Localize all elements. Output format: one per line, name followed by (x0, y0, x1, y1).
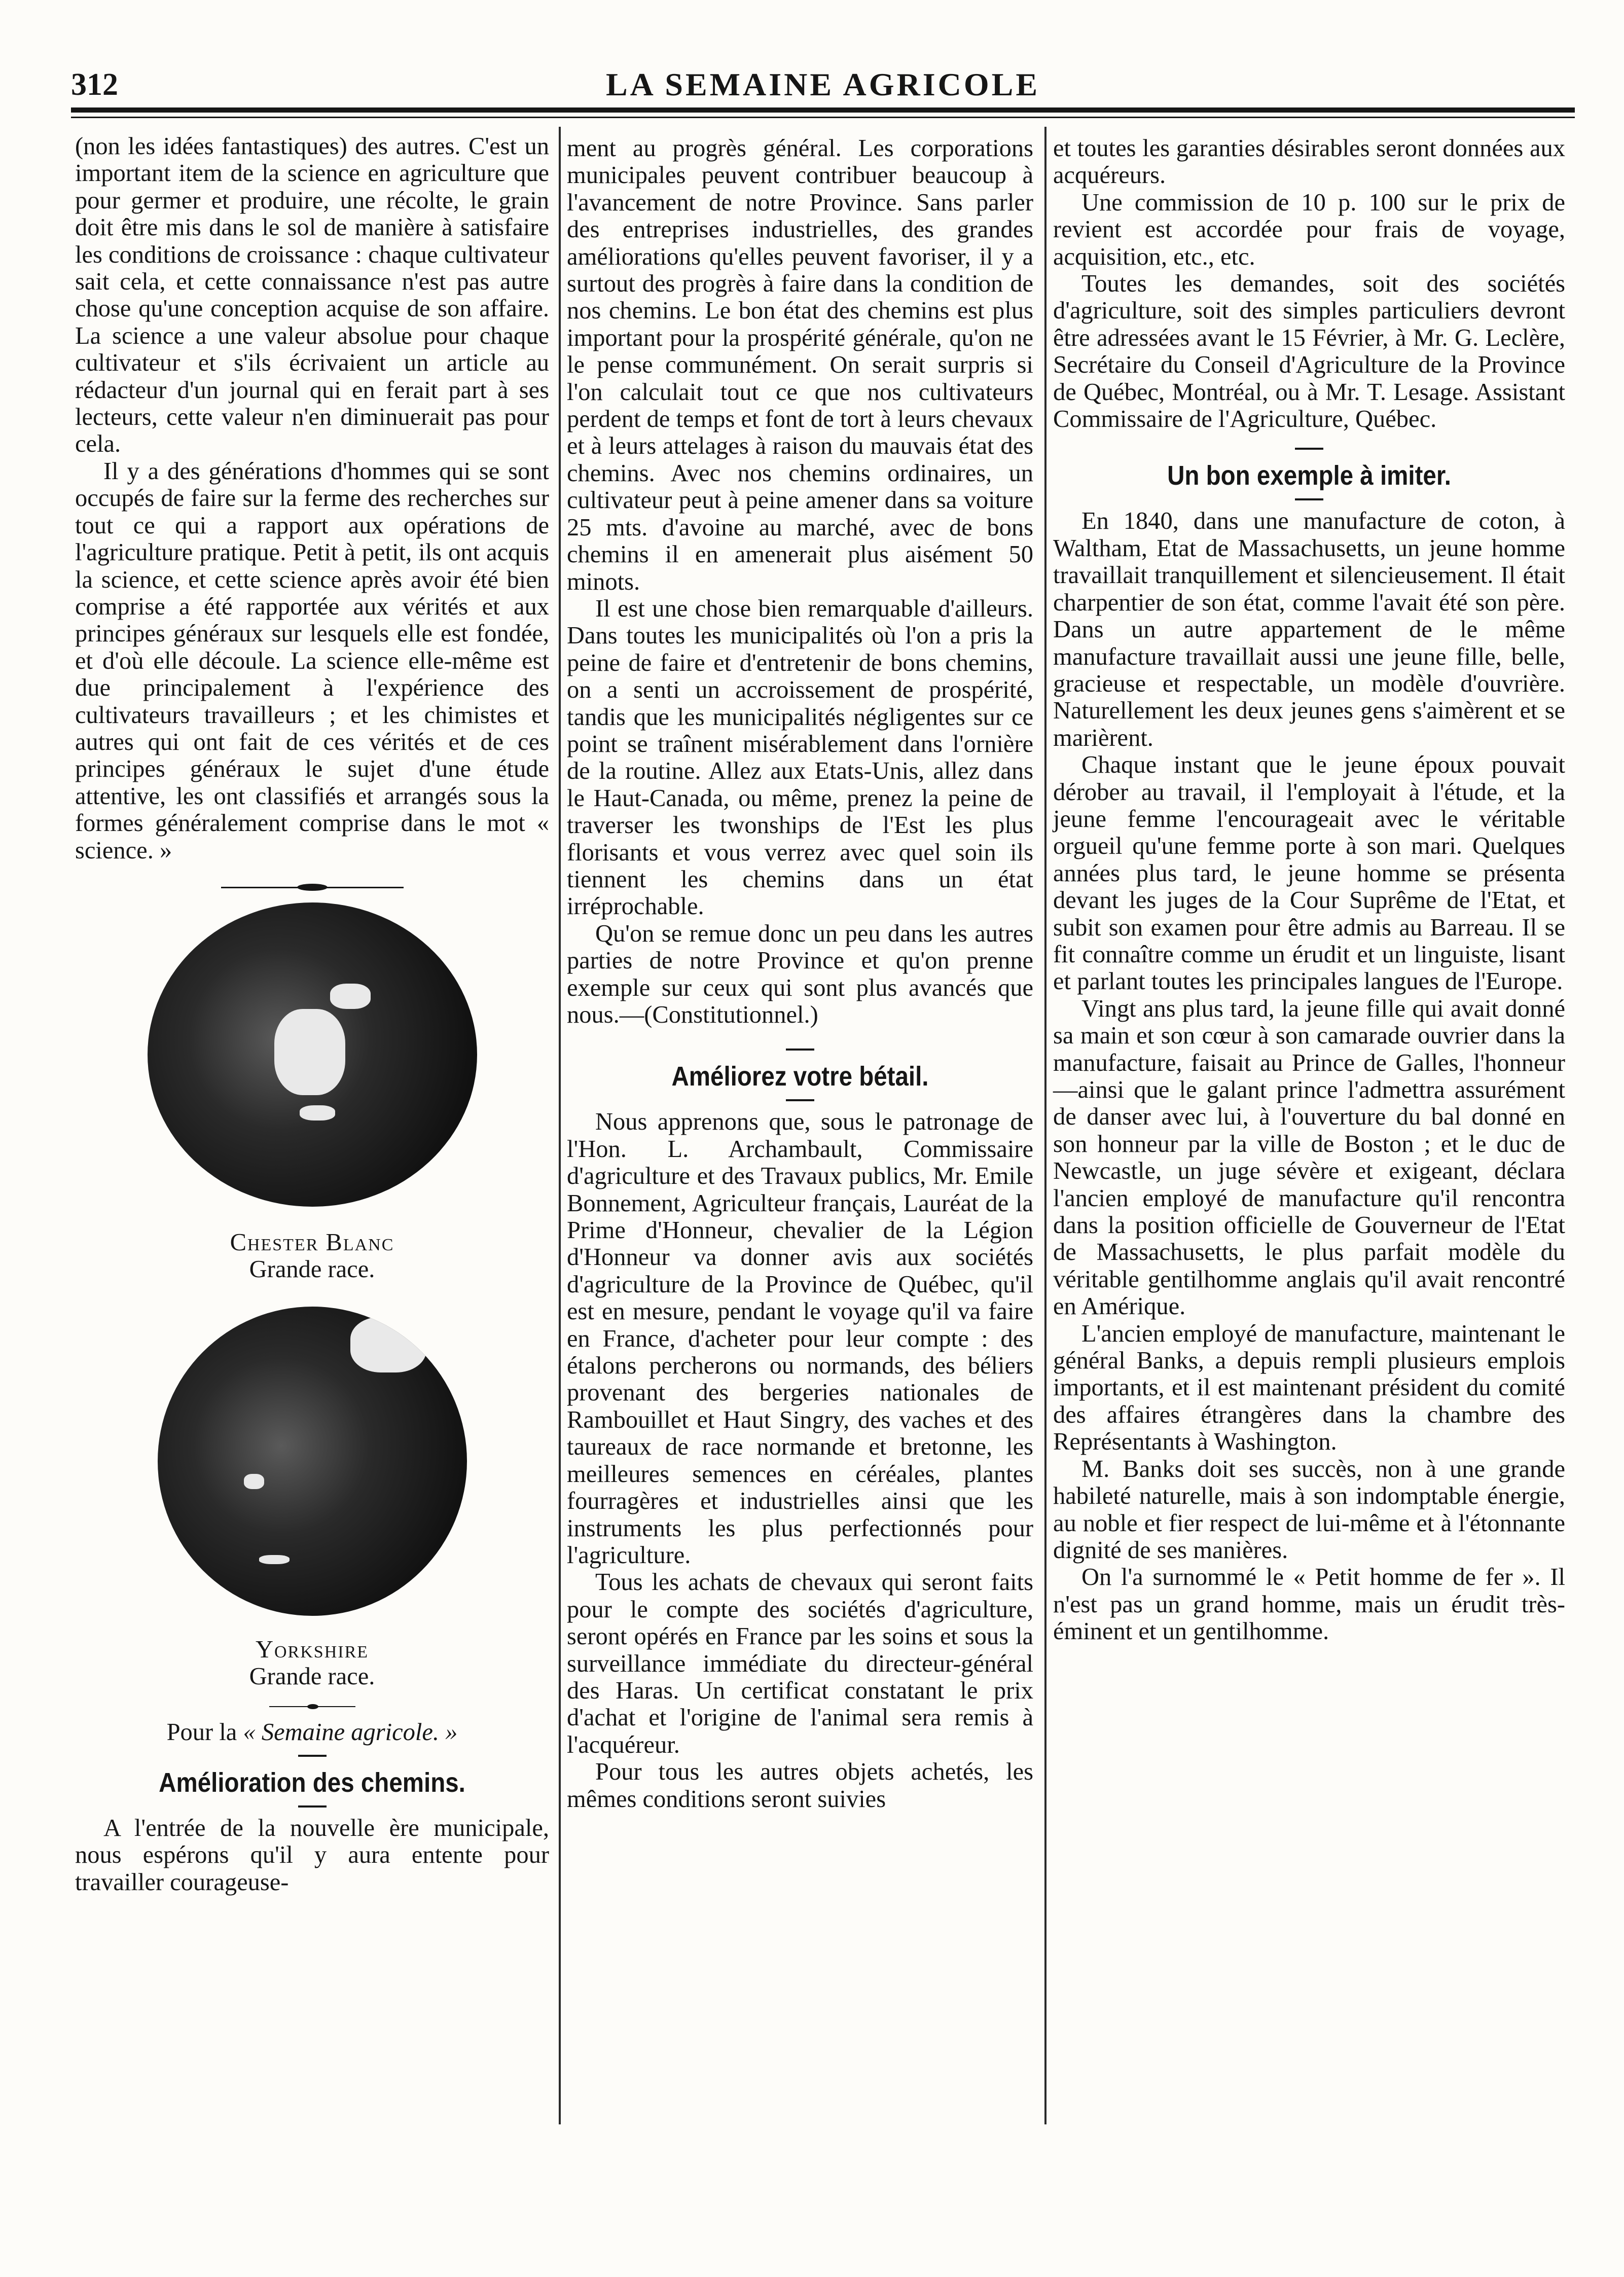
body-paragraph: et toutes les garanties désirables seront données aux acquéreurs. (1053, 135, 1565, 189)
article-credit (75, 1719, 549, 1746)
caption-ornament (269, 1704, 355, 1710)
section-ornament (221, 882, 404, 892)
article-heading: Amélioration des chemins. (159, 1767, 465, 1798)
body-paragraph: (non les idées fantastiques) des autres. C'est un important item de la science en agriculture que pour germer et produire, une récolte, le grain doit être mis dans le sol de manière à satisfaire les conditions de croissance : chaque cultivateur sait cela, et cette connaissance n'est pas autre chose qu'une conception acquise de son affaire. La science a une valeur absolue pour chaque cultivateur et s'ils écrivaient un article au rédacteur d'un journal qui en ferait part à ses lecteurs, cette valeur n'en diminuerait pas pour cela. (75, 133, 549, 458)
body-paragraph: Qu'on se remue donc un peu dans les autres parties de notre Province et qu'on prenne exemple sur ceux qui sont plus avancés que nous.—(Constitutionnel.) (567, 920, 1033, 1028)
separator-dash (1295, 448, 1323, 450)
separator-dash (786, 1099, 814, 1101)
chester-blanc-illustration (148, 902, 477, 1207)
header-rule (71, 107, 1575, 113)
body-paragraph: Vingt ans plus tard, la jeune fille qui avait donné sa main et son cœur à son camarade ouvrier dans la manufacture, faisait au Prince de Galles, l'honneur—ainsi que le galant prince l'admettra assurément de danser avec lui, à l'ouverture du bal donné en son honneur par la ville de Boston ; et le duc de Newcastle, un juge sévère et exigeant, déclara l'ancien employé de manufacture qu'il rencontra dans la position officielle de Gouverneur de l'Etat de Massachusetts, le plus parfait modèle du véritable gentilhomme anglais qu'il avait rencontré en Amérique. (1053, 995, 1565, 1320)
body-paragraph: Tous les achats de chevaux qui seront faits pour le compte des sociétés d'agriculture, seront opérés en France par les soins et sous la surveillance immédiate du directeur-général des Haras. Un certificat constatant le prix d'achat et l'origine de l'animal sera remis à l'acquéreur. (567, 1569, 1033, 1758)
body-paragraph: En 1840, dans une manufacture de coton, à Waltham, Etat de Massachusetts, un jeune homme travaillait tranquillement et silencieusement. Il était charpentier de son état, comme l'avait été son père. Dans un autre appartement de le même manufacture travaillait aussi une jeune fille, belle, gracieuse et respectable, un modèle d'ouvrière. Naturellement les deux jeunes gens s'aimèrent et se marièrent. (1053, 508, 1565, 751)
article-heading: Améliorez votre bétail. (671, 1061, 929, 1092)
body-paragraph: Pour tous les autres objets achetés, les mêmes conditions seront suivies (567, 1758, 1033, 1813)
body-paragraph: Nous apprenons que, sous le patronage de l'Hon. L. Archambault, Commissaire d'agriculture et des Travaux publics, Mr. Emile Bonnement, Agriculteur français, Lauréat de la Prime d'Honneur, chevalier de la Légion d'Honneur va donner avis aux sociétés d'agriculture de la Province de Québec, qu'il est en mesure, pendant le voyage qu'il va faire en France, d'acheter pour leur compte : des étalons percherons ou normands, des béliers provenant des bergeries nationales de Rambouillet et Haut Singry, des vaches et des taureaux de race normande et bretonne, les meilleures semences en céréales, plantes fourragères et industrielles ainsi que les instruments les plus perfectionnés pour l'agriculture. (567, 1108, 1033, 1569)
figure-caption-name: Yorkshire (255, 1636, 369, 1663)
body-paragraph: A l'entrée de la nouvelle ère municipale, nous espérons qu'il y aura entente pour travailler courageuse- (75, 1815, 549, 1896)
article-heading: Un bon exemple à imiter. (1167, 460, 1451, 491)
header-rule-thin (71, 117, 1575, 118)
page-header (71, 57, 1575, 107)
column-middle (567, 135, 1033, 1813)
separator-dash (298, 1755, 327, 1757)
body-paragraph: Une commission de 10 p. 100 sur le prix de revient est accordée pour frais de voyage, acquisition, etc., etc. (1053, 189, 1565, 270)
body-paragraph: Chaque instant que le jeune époux pouvait dérober au travail, il l'employait à l'étude, et la jeune femme l'encourageait avec le véritable orgueil qu'une femme porte à son mari. Quelques années plus tard, le jeune homme se présenta devant les juges de la Cour Suprême de l'Etat, et subit son examen pour être admis au Barreau. Il se fit connaître comme un érudit et un linguiste, lisant et parlant toutes les principales langues de l'Europe. (1053, 751, 1565, 995)
body-paragraph: M. Banks doit ses succès, non à une grande habileté naturelle, mais à son indomptable énergie, au noble et fier respect de lui-même et à l'étonnante dignité de ses manières. (1053, 1455, 1565, 1564)
figure-caption-sub: Grande race. (249, 1663, 375, 1690)
body-paragraph: Il est une chose bien remarquable d'ailleurs. Dans toutes les municipalités où l'on a pris la peine de faire et d'entretenir de bons chemins, on a senti un accroissement de prospérité, tandis que les municipalités négligentes sur ce point se traînent misérablement dans l'ornière de la routine. Allez aux Etats-Unis, allez dans le Haut-Canada, ou même, prenez la peine de traverser les twonships de l'Est les plus florisants et vous verrez avec quel soin ils tiennent les chemins dans un état irréprochable. (567, 595, 1033, 920)
credit-prefix: Pour la (166, 1718, 237, 1746)
running-title: LA SEMAINE AGRICOLE (605, 66, 1040, 102)
separator-dash (298, 1805, 327, 1808)
separator-dash (786, 1049, 814, 1051)
body-paragraph: On l'a surnommé le « Petit homme de fer ». Il n'est pas un grand homme, mais un érudit très-éminent et un gentilhomme. (1053, 1564, 1565, 1645)
column-divider (559, 127, 561, 2124)
yorkshire-illustration (158, 1307, 467, 1616)
body-paragraph: Toutes les demandes, soit des sociétés d'agriculture, soit des simples particuliers devront être adressées avant le 15 Février, à Mr. G. Leclère, Secrétaire du Conseil d'Agriculture de la Province de Québec, Montréal, ou à Mr. T. Lesage. Assistant Commissaire de l'Agriculture, Québec. (1053, 270, 1565, 433)
figure-caption-sub: Grande race. (249, 1256, 375, 1283)
column-left (75, 133, 549, 1896)
separator-dash (1295, 498, 1323, 500)
body-paragraph: L'ancien employé de manufacture, maintenant le général Banks, a depuis rempli plusieurs emplois importants, et il est maintenant président du comité des affaires étrangères dans la chambre des Représentants à Washington. (1053, 1320, 1565, 1456)
figure-caption-name: Chester Blanc (230, 1228, 394, 1256)
body-paragraph: Il y a des générations d'hommes qui se sont occupés de faire sur la ferme des recherches sur tout ce qui a rapport aux opérations de l'agriculture pratique. Petit à petit, ils ont acquis la science, et cette science après avoir été bien comprise a été rapportée aux vérités et aux principes généraux sur lesquels elle est fondée, et d'où elle découle. La science elle-même est due principalement à l'expérience des cultivateurs travailleurs ; et les chimistes et autres qui ont fait de ces vérités et de ces principes généraux le sujet d'une étude attentive, les ont classifiés et arrangés sous la formes généralement comprise dans le mot « science. » (75, 457, 549, 864)
column-right (1053, 135, 1565, 1645)
page-number: 312 (71, 67, 118, 102)
body-paragraph: ment au progrès général. Les corporations municipales peuvent contribuer beaucoup à l'avancement de notre Province. Sans parler des entreprises industrielles, des grandes améliorations qu'elles peuvent favoriser, il y a surtout des progrès à faire dans la condition de nos chemins. Le bon état des chemins est plus important pour la prospérité générale, qu'on ne le pense communément. On serait surpris si l'on calculait tout ce que nos cultivateurs perdent de temps et font de tort à leurs chevaux et à leurs attelages à raison du mauvais état des chemins. Avec nos chemins ordinaires, un cultivateur peut à peine amener dans sa voiture 25 mts. d'avoine au marché, avec de bons chemins il en amenerait plus aisément 50 minots. (567, 135, 1033, 595)
column-divider (1044, 127, 1046, 2124)
credit-title: « Semaine agricole. » (243, 1718, 458, 1746)
